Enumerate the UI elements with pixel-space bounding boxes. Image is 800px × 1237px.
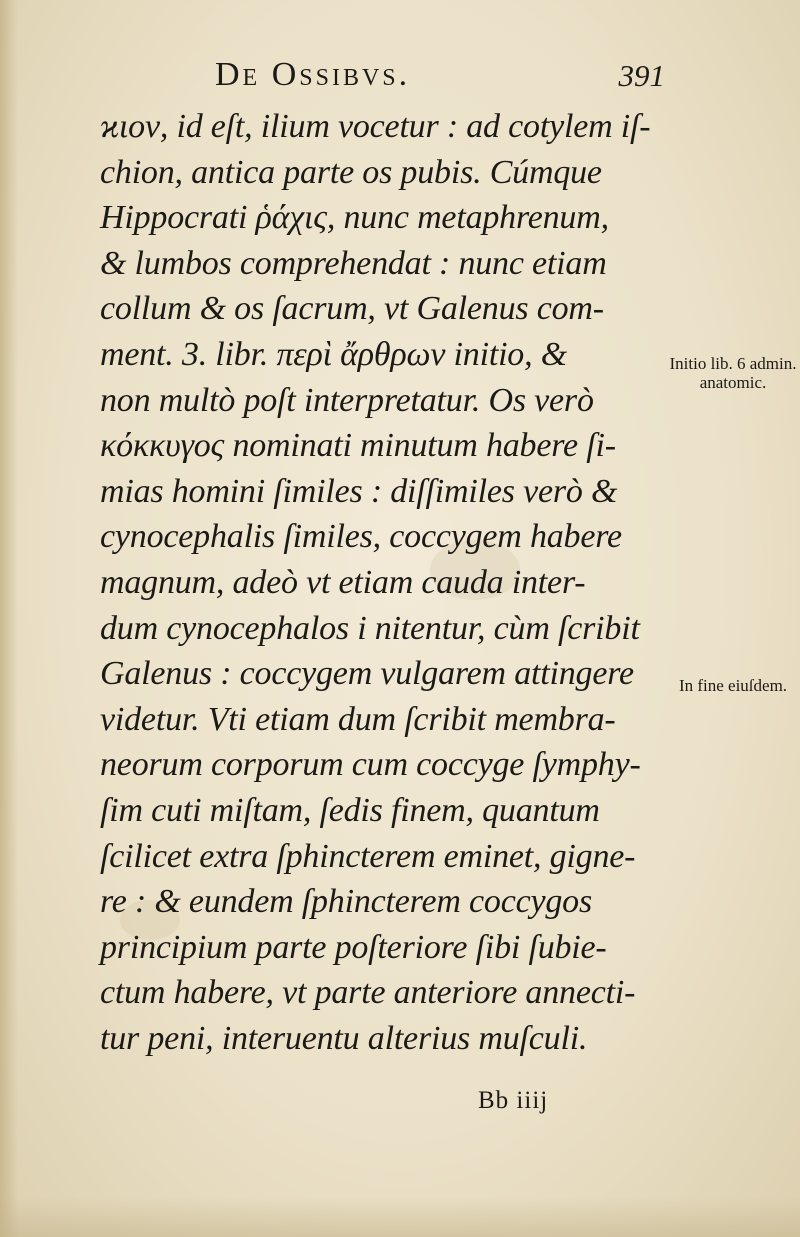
text-line: ſcilicet extra ſphincterem eminet, gigne- (100, 837, 636, 875)
signature-mark: Bb iiij (478, 1087, 549, 1114)
body-text (100, 104, 665, 1061)
text-line: mias homini ſimiles : diſſimiles verò & (100, 472, 618, 510)
page-number: 391 (618, 58, 665, 93)
text-line: Hippocrati ῥάχις, nunc metaphrenum, (100, 199, 609, 237)
page-gutter-shadow (0, 0, 18, 1237)
text-line: principium parte poſteriore ſibi ſubie- (100, 928, 607, 966)
text-line: magnum, adeò vt etiam cauda inter- (100, 563, 586, 601)
page-header (215, 56, 665, 100)
text-line: re : & eundem ſphincterem coccygos (100, 883, 592, 921)
text-line: videtur. Vti etiam dum ſcribit membra- (100, 700, 616, 738)
text-line: Galenus : coccygem vulgarem attingere (100, 655, 634, 693)
running-head: De Ossibvs. (215, 56, 411, 93)
text-line: & lumbos comprehendat : nunc etiam (100, 244, 607, 282)
page-bottom-shadow (0, 1197, 800, 1237)
text-line: chion, antica parte os pubis. Cúmque (100, 153, 602, 191)
text-line: dum cynocephalos i nitentur, cùm ſcribit (100, 609, 640, 647)
text-line: cynocephalis ſimiles, coccygem habere (100, 518, 622, 556)
text-line: ϰιον, id eſt, ilium vocetur : ad cotylem iſ- (100, 108, 651, 145)
text-line: ctum habere, vt parte anteriore annecti- (100, 974, 636, 1012)
text-line: non multò poſt interpretatur. Os verò (100, 381, 594, 419)
text-line: ſim cuti miſtam, ſedis finem, quantum (100, 791, 600, 829)
margin-note: In fine eiuſdem. (678, 676, 788, 695)
text-line: κόκκυγος nominati minutum habere ſi- (100, 427, 616, 465)
text-line: collum & os ſacrum, vt Galenus com- (100, 290, 604, 328)
margin-note: Initio lib. 6 admin. anatomic. (669, 354, 797, 392)
text-line: tur peni, interuentu alterius muſculi. (100, 1019, 588, 1057)
text-line: neorum corporum cum coccyge ſymphy- (100, 746, 641, 784)
text-line: ment. 3. libr. περὶ ἄρθρων initio, & (100, 335, 567, 373)
